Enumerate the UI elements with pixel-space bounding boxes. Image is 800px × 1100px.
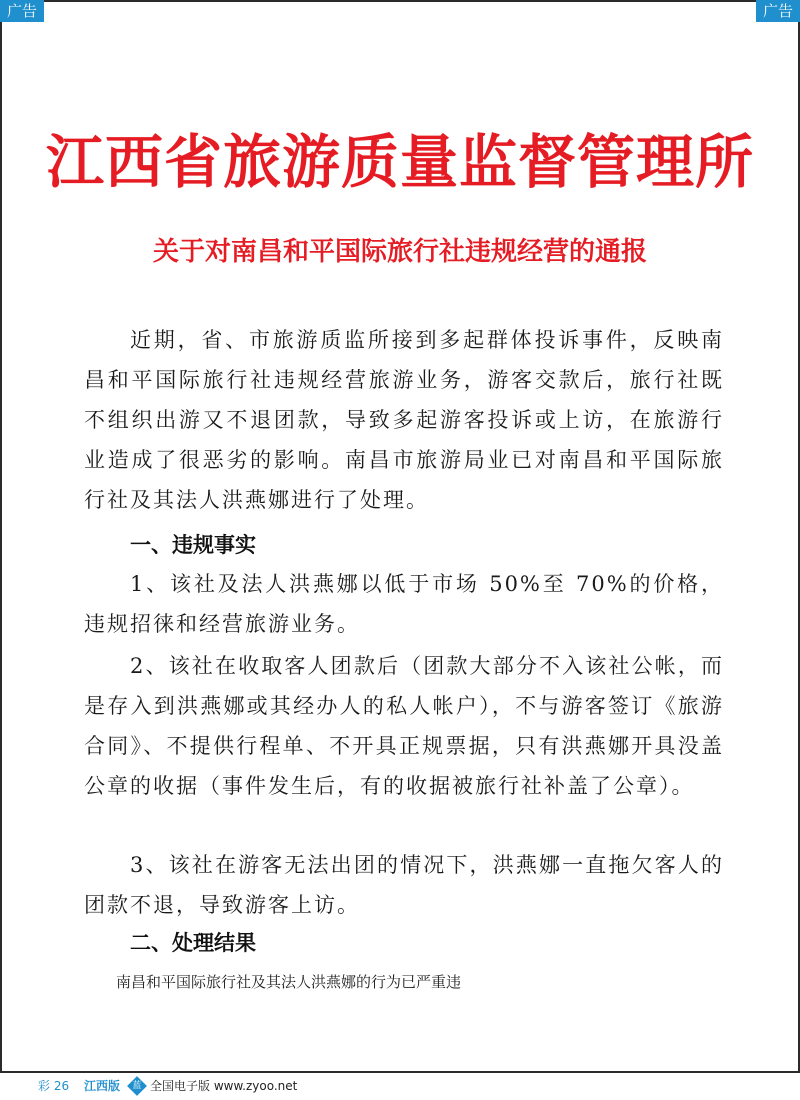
- intro-paragraph: 近期，省、市旅游质监所接到多起群体投诉事件，反映南昌和平国际旅行社违规经营旅游业务，游客交款后，旅行社既不组织出游又不退团款，导致多起游客投诉或上访，在旅游行业造成了很恶劣的影响。南昌市旅游局业已对南昌和平国际旅行社及其法人洪燕娜进行了处理。: [84, 328, 724, 512]
- badge-character: 蓝: [132, 1081, 142, 1091]
- violation-item-2: 2、该社在收取客人团款后（团款大部分不入该社公帐，而是存入到洪燕娜或其经办人的私人帐户），不与游客签订《旅游合同》、不提供行程单、不开具正规票据，只有洪燕娜开具没盖公章的收据（事件发生后，有的收据被旅行社补盖了公章）。: [84, 654, 724, 798]
- ad-label-left: 广告: [0, 0, 44, 22]
- section-heading-results: 二、处理结果: [130, 931, 256, 955]
- edition-label: 江西版: [84, 1079, 121, 1093]
- section-heading-violations: 一、违规事实: [130, 533, 256, 557]
- page-number: 彩 26: [38, 1079, 70, 1093]
- violation-item-1: 1、该社及法人洪燕娜以低于市场 50%至 70%的价格，违规招徕和经营旅游业务。: [84, 572, 724, 636]
- ad-label-right: 广告: [756, 0, 800, 22]
- page-title: 江西省旅游质量监督管理所: [45, 128, 754, 196]
- results-text: 南昌和平国际旅行社及其法人洪燕娜的行为已严重违: [116, 973, 462, 991]
- violation-item-3: 3、该社在游客无法出团的情况下，洪燕娜一直拖欠客人的团款不退，导致游客上访。: [84, 853, 724, 917]
- notice-subtitle: 关于对南昌和平国际旅行社违规经营的通报: [152, 237, 647, 267]
- page-footer: [0, 1072, 800, 1100]
- site-link[interactable]: 全国电子版 www.zyoo.net: [150, 1079, 298, 1093]
